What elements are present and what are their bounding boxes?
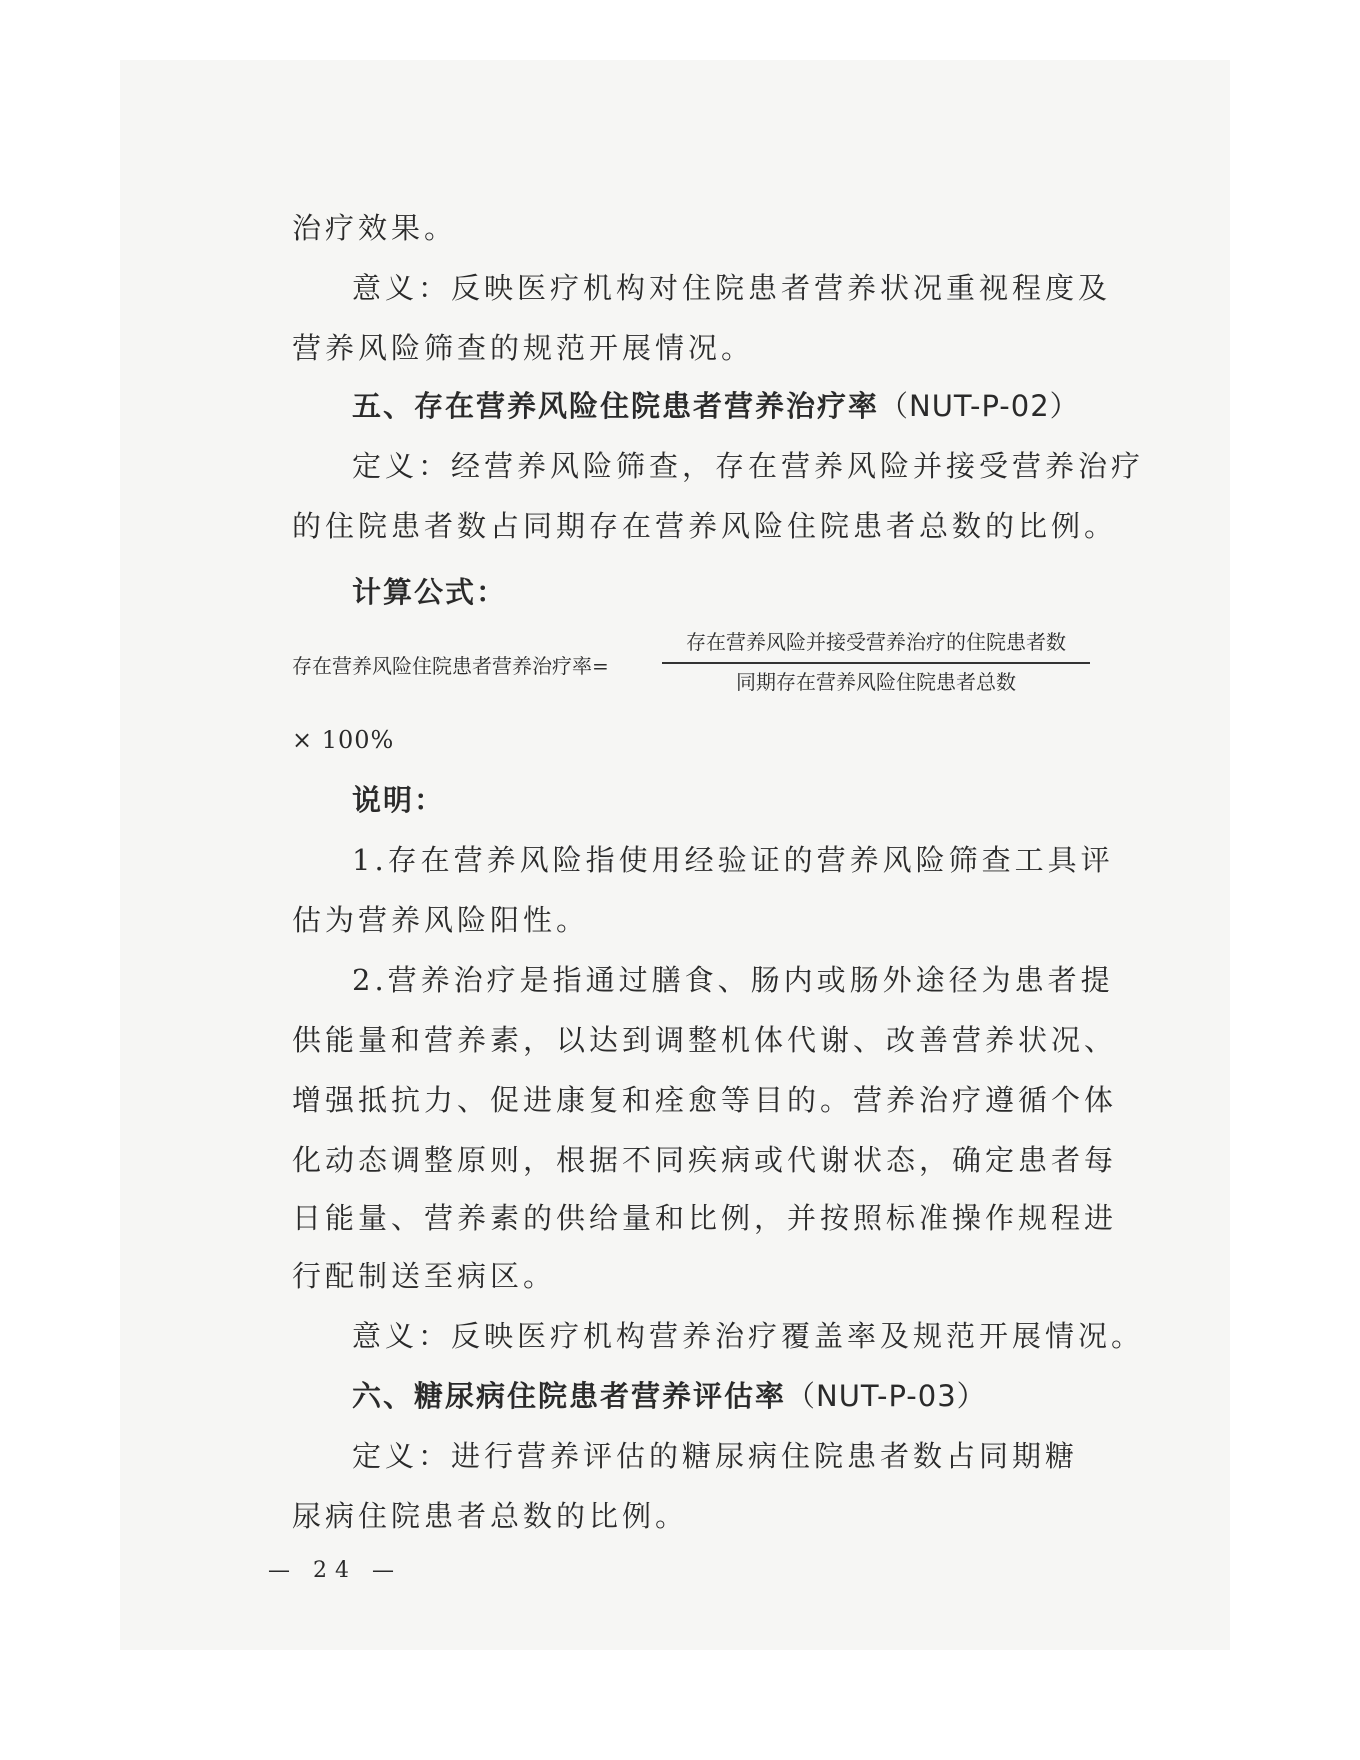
notes-heading: 说明： — [352, 783, 446, 817]
section-heading-5-code: （NUT-P-02） — [879, 389, 1080, 423]
meaning-paragraph: 意义：反映医疗机构营养治疗覆盖率及规范开展情况。 — [352, 1319, 1145, 1353]
section-heading-6-code: （NUT-P-03） — [786, 1379, 987, 1413]
formula-numerator: 存在营养风险并接受营养治疗的住院患者数 — [686, 630, 1066, 654]
text-line: 治疗效果。 — [292, 211, 458, 245]
text-line: 营养风险筛查的规范开展情况。 — [292, 331, 755, 365]
definition-paragraph: 定义：经营养风险筛查，存在营养风险并接受营养治疗 — [352, 449, 1145, 483]
fraction-bar — [662, 662, 1090, 664]
formula-multiplier: × 100% — [292, 726, 395, 754]
formula-heading: 计算公式： — [352, 575, 508, 609]
text-line: 供能量和营养素，以达到调整机体代谢、改善营养状况、 — [292, 1023, 1118, 1057]
text-line: 日能量、营养素的供给量和比例，并按照标准操作规程进 — [292, 1201, 1118, 1235]
text-line: 尿病住院患者总数的比例。 — [292, 1499, 689, 1533]
text-line: 增强抵抗力、促进康复和痊愈等目的。营养治疗遵循个体 — [292, 1083, 1118, 1117]
section-heading-6-text: 六、糖尿病住院患者营养评估率 — [352, 1379, 787, 1413]
definition-paragraph: 定义：进行营养评估的糖尿病住院患者数占同期糖 — [352, 1439, 1079, 1473]
formula-denominator: 同期存在营养风险住院患者总数 — [736, 670, 1016, 694]
section-heading-5-text: 五、存在营养风险住院患者营养治疗率 — [352, 389, 880, 423]
formula-lhs: 存在营养风险住院患者营养治疗率= — [292, 654, 609, 678]
formula — [292, 628, 1092, 710]
page-number: — 24 — — [268, 1558, 402, 1583]
text-line: 行配制送至病区。 — [292, 1259, 557, 1293]
note-2: 2.营养治疗是指通过膳食、肠内或肠外途径为患者提 — [352, 963, 1114, 997]
section-heading-5 — [352, 386, 1080, 426]
meaning-paragraph: 意义：反映医疗机构对住院患者营养状况重视程度及 — [352, 271, 1112, 305]
section-heading-6 — [352, 1376, 987, 1416]
text-line: 化动态调整原则，根据不同疾病或代谢状态，确定患者每 — [292, 1143, 1118, 1177]
text-line: 估为营养风险阳性。 — [292, 903, 590, 937]
text-line: 的住院患者数占同期存在营养风险住院患者总数的比例。 — [292, 509, 1118, 543]
note-1: 1.存在营养风险指使用经验证的营养风险筛查工具评 — [352, 843, 1114, 877]
